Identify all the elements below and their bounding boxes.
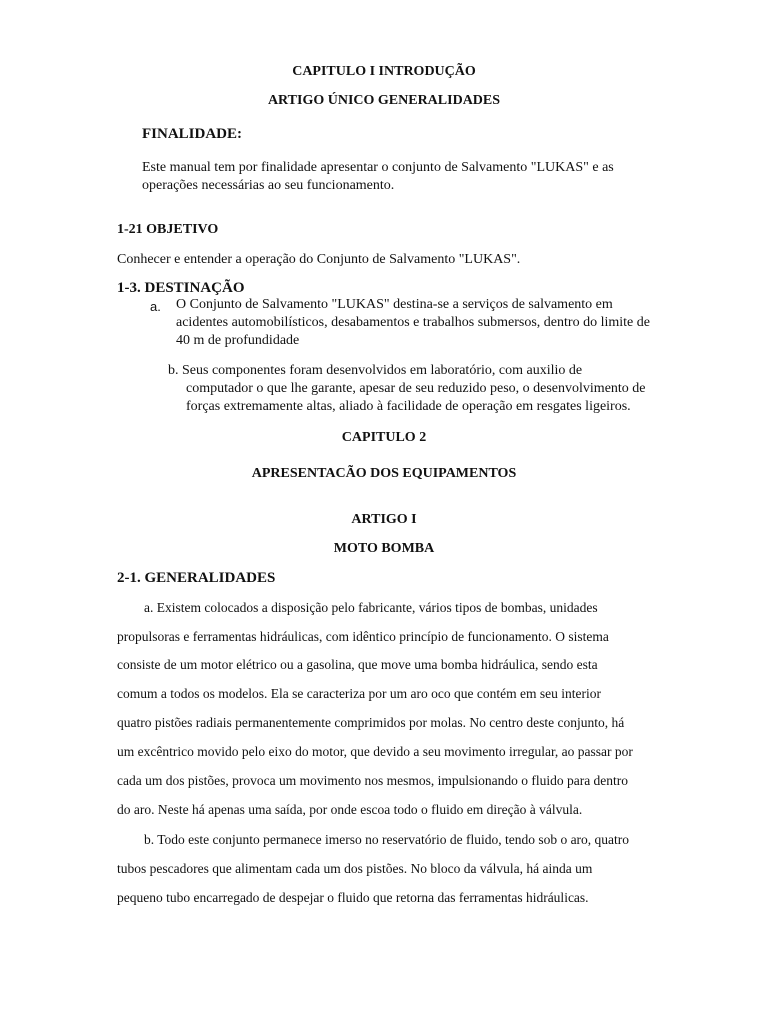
destinacao-heading: 1-3. DESTINAÇÃO	[117, 280, 245, 296]
section-title: MOTO BOMBA	[333, 541, 435, 556]
item-b-line: computador o que lhe garante, apesar de seu reduzido peso, o desenvolvimento de	[186, 381, 646, 396]
item-b-line: b. Seus componentes foram desenvolvidos em laboratório, com auxilio de	[168, 363, 583, 378]
chapter2-subtitle: APRESENTACÃO DOS EQUIPAMENTOS	[251, 466, 517, 481]
item-a-line: O Conjunto de Salvamento "LUKAS" destina-se a serviços de salvamento em	[176, 297, 613, 312]
finalidade-line: Este manual tem por finalidade apresentar o conjunto de Salvamento "LUKAS" e as	[142, 160, 614, 175]
objetivo-heading: 1-21 OBJETIVO	[117, 222, 219, 237]
article-title: ARTIGO ÚNICO GENERALIDADES	[267, 93, 501, 108]
para-a-line: do aro. Neste há apenas uma saída, por onde escoa todo o fluido em direção à válvula.	[117, 802, 583, 817]
para-b-line: b. Todo este conjunto permanece imerso no reservatório de fluido, tendo sob o aro, quatro	[144, 832, 630, 847]
generalidades-heading: 2-1. GENERALIDADES	[117, 570, 276, 586]
para-a-line: propulsoras e ferramentas hidráulicas, com idêntico princípio de funcionamento. O sistema	[117, 629, 609, 644]
para-b-line: pequeno tubo encarregado de despejar o fluido que retorna das ferramentas hidráulicas.	[117, 890, 589, 905]
chapter2-title: CAPITULO 2	[341, 430, 427, 445]
para-a-line: um excêntrico movido pelo eixo do motor, que devido a seu movimento irregular, ao passar por	[117, 744, 633, 759]
item-b-line: forças extremamente altas, aliado à facilidade de operação em resgates ligeiros.	[186, 399, 631, 414]
para-a-line: consiste de um motor elétrico ou a gasolina, que move uma bomba hidráulica, sendo esta	[117, 657, 598, 672]
para-a-line: a. Existem colocados a disposição pelo fabricante, vários tipos de bombas, unidades	[144, 600, 598, 615]
objetivo-text: Conhecer e entender a operação do Conjunto de Salvamento "LUKAS".	[117, 252, 521, 267]
article-i-title: ARTIGO I	[351, 512, 417, 527]
item-a-line: 40 m de profundidade	[176, 333, 300, 348]
chapter-title: CAPITULO I INTRODUÇÃO	[292, 64, 476, 79]
para-a-line: comum a todos os modelos. Ela se caracteriza por um aro oco que contém em seu interior	[117, 686, 601, 701]
item-a-line: acidentes automobilísticos, desabamentos e trabalhos submersos, dentro do limite de	[176, 315, 650, 330]
para-a-line: quatro pistões radiais permanentemente comprimidos por molas. No centro deste conjunto, há	[117, 715, 625, 730]
list-marker-a: a.	[150, 299, 161, 314]
finalidade-heading: FINALIDADE:	[142, 126, 243, 142]
para-b-line: tubos pescadores que alimentam cada um dos pistões. No bloco da válvula, há ainda um	[117, 861, 593, 876]
para-a-line: cada um dos pistões, provoca um movimento nos mesmos, impulsionando o fluido para dentro	[117, 773, 629, 788]
finalidade-line: operações necessárias ao seu funcionamento.	[142, 178, 395, 193]
